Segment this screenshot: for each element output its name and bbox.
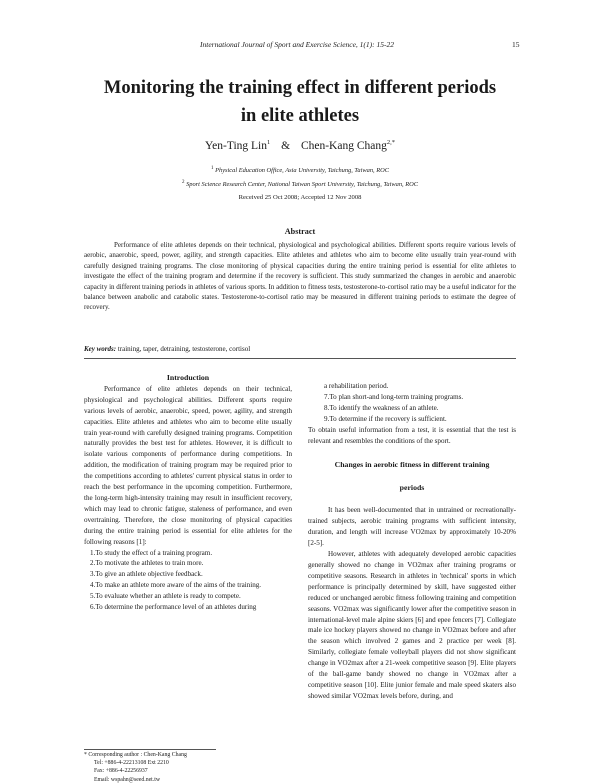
section-heading-line-2: periods [399, 483, 425, 493]
affiliation [60, 166, 540, 174]
footnote-line: * Corresponding author : Chen-Kang Chang [84, 752, 187, 758]
body-paragraph: To obtain useful information from a test, it is essential that the test is relevant and resembles the conditions of the sport. [308, 425, 516, 445]
introduction-heading: Introduction [166, 373, 210, 382]
list-item: 1.To study the effect of a training program. [90, 548, 213, 557]
list-item: 7.To plan short-and long-term training programs. [324, 392, 464, 401]
right-column [308, 381, 516, 702]
affiliation-text: Physical Education Office, Asia University, Taichung, Taiwan, ROC [215, 167, 389, 175]
footnote-divider [84, 749, 216, 750]
list-item: 8.To identify the weakness of an athlete. [324, 403, 439, 412]
footnote-line: Tel: +886-4-22213108 Ext 2210 [94, 760, 169, 767]
author-name: Chen-Kang Chang [300, 139, 387, 152]
affiliation [60, 180, 540, 188]
footnote-line: Email: wspahn@seed.net.tw [94, 776, 161, 783]
keywords-divider [84, 358, 516, 359]
keywords-label: Key words: [84, 345, 117, 353]
abstract-text: Performance of elite athletes depends on their technical, physiological and psychological abilities. Different sports require various levels of aerobic, anaerobic, speed, power, agility, and strength capacities. Elite athletes and athletes who aim to become elite usually train year-round with carefully designed training programs. The close monitoring of physical capacities during the entire training period is essential for elite athletes to investigate the effect of the training program and determine if the recovery is sufficient. This study summarized the changes in aerobic and anaerobic capacity in different training periods in athletes of various sports. In addition to fitness tests, testosterone-to-cortisol ratio may be a useful indicator for the balance between anabolic and catabolic states. Testosterone-to-cortisol ratio may be measured in different training periods to estimate the degree of recovery. [84, 241, 516, 312]
keywords [84, 345, 516, 353]
body-paragraph: However, athletes with adequately developed aerobic capacities generally showed no change in VO2max after training programs or competitive seasons. Research in athletes in 'technical' sports in which performance is principally determined by skill, have suggested either reduced or unchanged aerobic fitness following training and competition seasons. VO2max was significantly lower after the competitive season in international-level male alpine skiers [6] and epee fencers [7]. Collegiate male ice hockey players showed no change in VO2max before and after the season which involved 2 games and 2 practice per week [8]. Similarly, collegiate female volleyball players did not show significant change in VO2max after a 21-week competitive season [9]. Elite players of the ball-game bandy showed no change in VO2max after a competitive season [10]. Elite junior female and male speed skaters also showed similar VO2max levels before, during, and [308, 550, 516, 700]
list-item: 6.To determine the performance level of an athletes during [90, 603, 257, 612]
list-item: 9.To determine if the recovery is sufficient. [324, 414, 447, 423]
running-head [0, 40, 600, 52]
section-heading-line-1: Changes in aerobic fitness in different training [334, 460, 490, 470]
introduction-paragraph: Performance of elite athletes depends on their technical, physiological and psychological abilities. Different sports require various levels of aerobic, anaerobic, speed, power, agility, and strength capacities. Elite athletes and athletes who aim to become elite usually train year-round with carefully designed training programs. Competition naturally provides the best test for athletes. However, it is difficult to isolate various components of performance during competitions. In addition, the modification of training program may be required prior to the competitions according to athletes' current physical status in order to reach the best performance in the upcoming competition. Furthermore, the long-term high-intensity training may result in insufficient recovery, which may lead to chronic fatigue, staleness of performance, and even overtraining. Therefore, the close monitoring of physical capacities during the entire training period is essential for elite athletes for the following reasons [1]: [84, 384, 292, 546]
section-heading [308, 453, 516, 499]
affiliation-text: Sport Science Research Center, National Taiwan Sport University, Taichung, Taiwan, ROC [186, 181, 419, 189]
corresponding-author-footnote [84, 751, 292, 784]
footnote-line: Fax: +886-4-22256937 [94, 768, 148, 775]
left-column [84, 373, 292, 613]
list-item: 4.To make an athlete more aware of the aims of the training. [90, 581, 262, 590]
body-paragraph: It has been well-documented that in untrained or recreationally-trained subjects, aerobic training programs with sufficient intensity, duration, and length will increase VO2max by approximately 10-20% [2-5]. [308, 506, 516, 548]
list-item-continuation: a rehabilitation period. [324, 382, 389, 390]
list-item: 3.To give an athlete objective feedback. [90, 570, 203, 579]
page-number: 15 [512, 40, 520, 49]
keywords-text: training, taper, detraining, testosterone, cortisol [116, 345, 251, 353]
author-list [60, 139, 540, 152]
affiliation-mark: 2 [181, 180, 185, 185]
author-name: Yen-Ting Lin [205, 139, 267, 152]
article-title-line-1: Monitoring the training effect in different periods [103, 78, 497, 98]
abstract-heading: Abstract [284, 227, 316, 236]
author-affiliation-mark: 2,* [386, 139, 395, 146]
article-title-line-2: in elite athletes [240, 106, 360, 126]
list-item: 5.To evaluate whether an athlete is ready to compete. [90, 592, 241, 601]
author-separator: & [281, 139, 291, 152]
affiliation-mark: 1 [210, 166, 214, 171]
journal-citation: International Journal of Sport and Exercise Science, 1(1): 15-22 [200, 40, 395, 49]
list-item: 2.To motivate the athletes to train more. [90, 559, 204, 568]
author-affiliation-mark: 1 [267, 139, 271, 146]
received-dates: Received 25 Oct 2008; Accepted 12 Nov 2008 [238, 194, 362, 201]
